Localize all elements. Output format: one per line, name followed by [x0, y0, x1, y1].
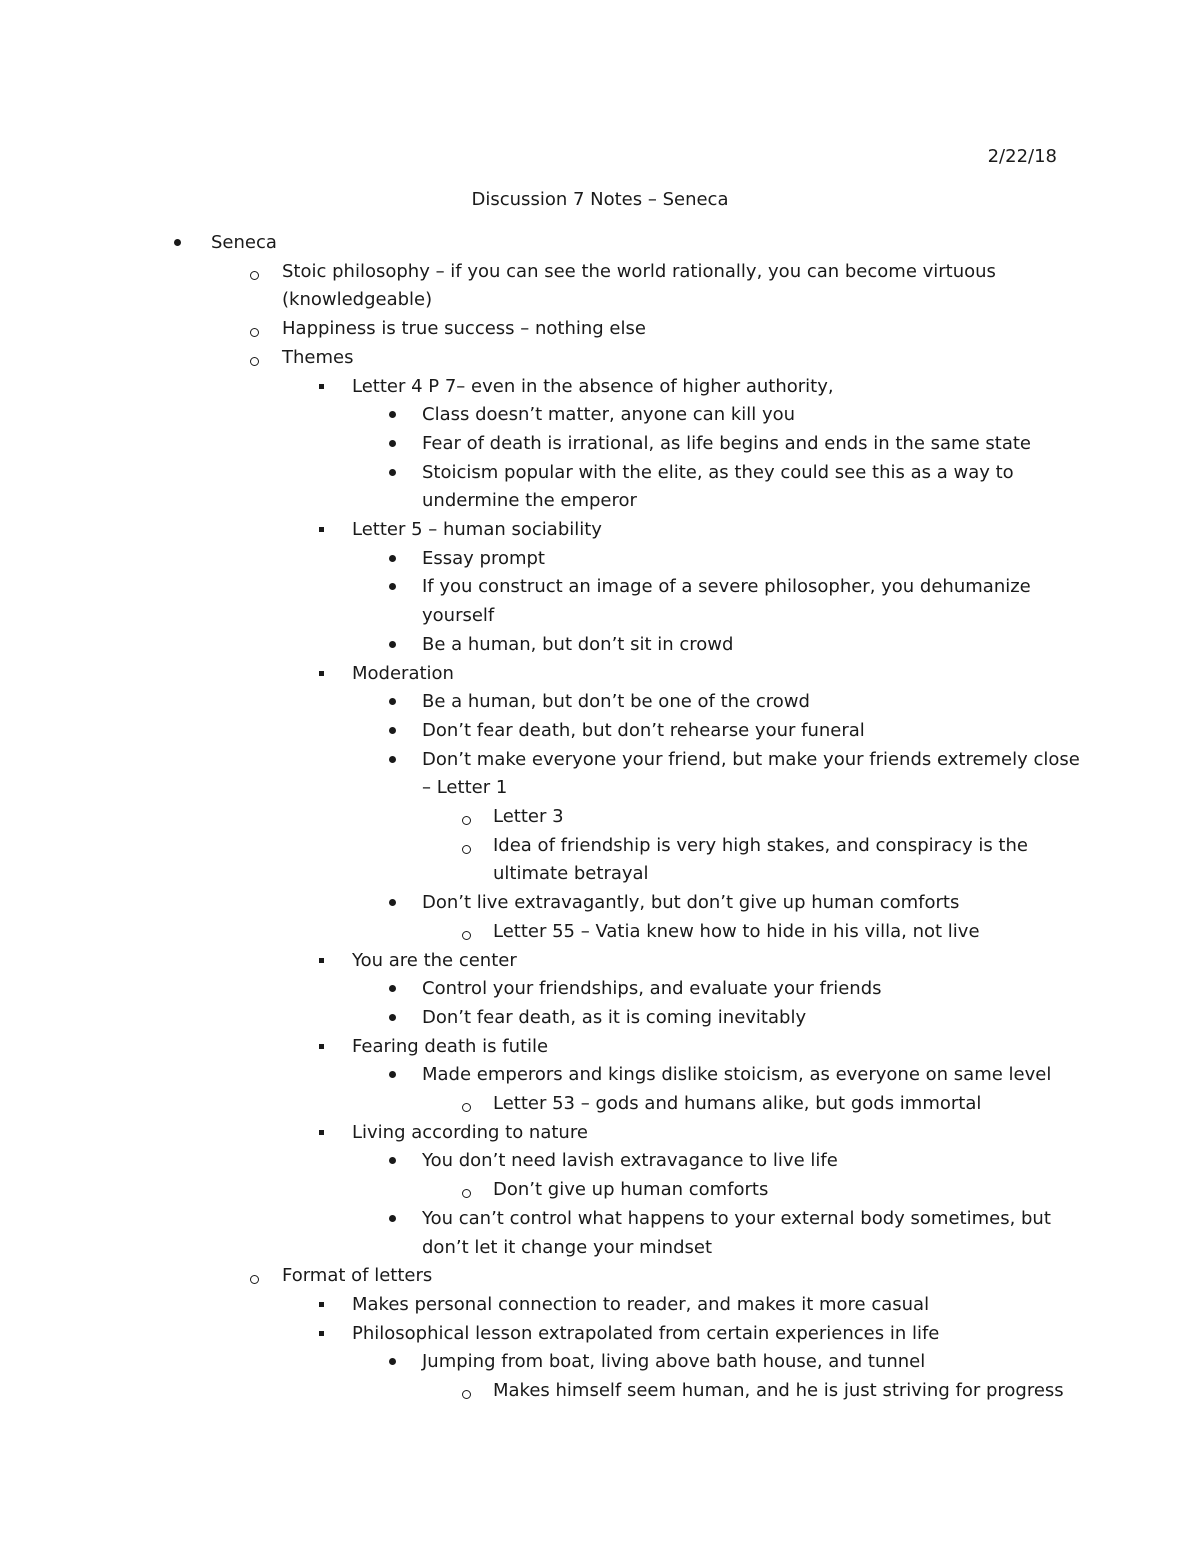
note-line: Format of letters	[282, 1265, 433, 1286]
note-line: Makes personal connection to reader, and makes it more casual	[352, 1294, 930, 1315]
bullet-marker-icon	[389, 403, 399, 427]
square-marker-icon	[319, 1121, 329, 1145]
note-line: Don’t fear death, as it is coming inevitably	[422, 1007, 807, 1028]
note-line: You can’t control what happens to your external body sometimes, but	[422, 1208, 1051, 1229]
note-line: Letter 55 – Vatia knew how to hide in his villa, not live	[493, 921, 980, 942]
bullet-marker-icon	[389, 547, 399, 571]
bullet-marker-icon	[389, 1006, 399, 1030]
circle-marker-icon	[462, 1379, 472, 1403]
bullet-marker-icon	[389, 977, 399, 1001]
bullet-marker-icon	[389, 575, 399, 599]
note-line: Happiness is true success – nothing else	[282, 318, 646, 339]
note-line: Class doesn’t matter, anyone can kill you	[422, 404, 796, 425]
bullet-marker-icon	[389, 1149, 399, 1173]
note-line: Essay prompt	[422, 548, 545, 569]
note-line: Idea of friendship is very high stakes, and conspiracy is the	[493, 835, 1028, 856]
bullet-marker-icon	[389, 719, 399, 743]
bullet-marker-icon	[174, 231, 184, 255]
bullet-marker-icon	[389, 1063, 399, 1087]
note-line: Stoicism popular with the elite, as they could see this as a way to	[422, 462, 1014, 483]
bullet-marker-icon	[389, 748, 399, 772]
square-marker-icon	[319, 662, 329, 686]
circle-marker-icon	[462, 920, 472, 944]
square-marker-icon	[319, 518, 329, 542]
document-date: 2/22/18	[987, 146, 1057, 167]
bullet-marker-icon	[389, 432, 399, 456]
circle-marker-icon	[250, 260, 260, 284]
note-line: Jumping from boat, living above bath house, and tunnel	[422, 1351, 926, 1372]
note-line: Fear of death is irrational, as life begins and ends in the same state	[422, 433, 1031, 454]
note-line: – Letter 1	[422, 777, 508, 798]
bullet-marker-icon	[389, 461, 399, 485]
circle-marker-icon	[462, 1178, 472, 1202]
bullet-marker-icon	[389, 690, 399, 714]
document-title: Discussion 7 Notes – Seneca	[471, 189, 729, 210]
note-line: Makes himself seem human, and he is just striving for progress	[493, 1380, 1064, 1401]
note-line: Letter 4 P 7– even in the absence of higher authority,	[352, 376, 834, 397]
note-line: Be a human, but don’t sit in crowd	[422, 634, 734, 655]
square-marker-icon	[319, 1322, 329, 1346]
circle-marker-icon	[250, 1264, 260, 1288]
note-line: Letter 53 – gods and humans alike, but gods immortal	[493, 1093, 982, 1114]
circle-marker-icon	[462, 805, 472, 829]
note-line: You don’t need lavish extravagance to live life	[422, 1150, 838, 1171]
note-line: Stoic philosophy – if you can see the world rationally, you can become virtuous	[282, 261, 996, 282]
circle-marker-icon	[250, 346, 260, 370]
note-line: Seneca	[211, 232, 277, 253]
bullet-marker-icon	[389, 1207, 399, 1231]
bullet-marker-icon	[389, 1350, 399, 1374]
note-line: yourself	[422, 605, 495, 626]
note-line: Letter 3	[493, 806, 564, 827]
note-line: Don’t give up human comforts	[493, 1179, 769, 1200]
note-line: If you construct an image of a severe philosopher, you dehumanize	[422, 576, 1031, 597]
note-line: Be a human, but don’t be one of the crowd	[422, 691, 810, 712]
bullet-marker-icon	[389, 891, 399, 915]
note-line: Moderation	[352, 663, 454, 684]
note-line: ultimate betrayal	[493, 863, 649, 884]
note-line: Themes	[282, 347, 354, 368]
note-line: Letter 5 – human sociability	[352, 519, 602, 540]
square-marker-icon	[319, 1035, 329, 1059]
note-line: Don’t live extravagantly, but don’t give up human comforts	[422, 892, 960, 913]
note-line: Control your friendships, and evaluate your friends	[422, 978, 882, 999]
note-line: undermine the emperor	[422, 490, 637, 511]
note-line: (knowledgeable)	[282, 289, 433, 310]
square-marker-icon	[319, 949, 329, 973]
circle-marker-icon	[462, 834, 472, 858]
note-line: Living according to nature	[352, 1122, 588, 1143]
circle-marker-icon	[462, 1092, 472, 1116]
square-marker-icon	[319, 1293, 329, 1317]
square-marker-icon	[319, 375, 329, 399]
note-line: Don’t fear death, but don’t rehearse your funeral	[422, 720, 865, 741]
circle-marker-icon	[250, 317, 260, 341]
note-line: You are the center	[352, 950, 517, 971]
note-line: Don’t make everyone your friend, but make your friends extremely close	[422, 749, 1080, 770]
note-line: don’t let it change your mindset	[422, 1237, 713, 1258]
note-line: Fearing death is futile	[352, 1036, 549, 1057]
note-line: Philosophical lesson extrapolated from certain experiences in life	[352, 1323, 940, 1344]
note-line: Made emperors and kings dislike stoicism, as everyone on same level	[422, 1064, 1052, 1085]
bullet-marker-icon	[389, 633, 399, 657]
